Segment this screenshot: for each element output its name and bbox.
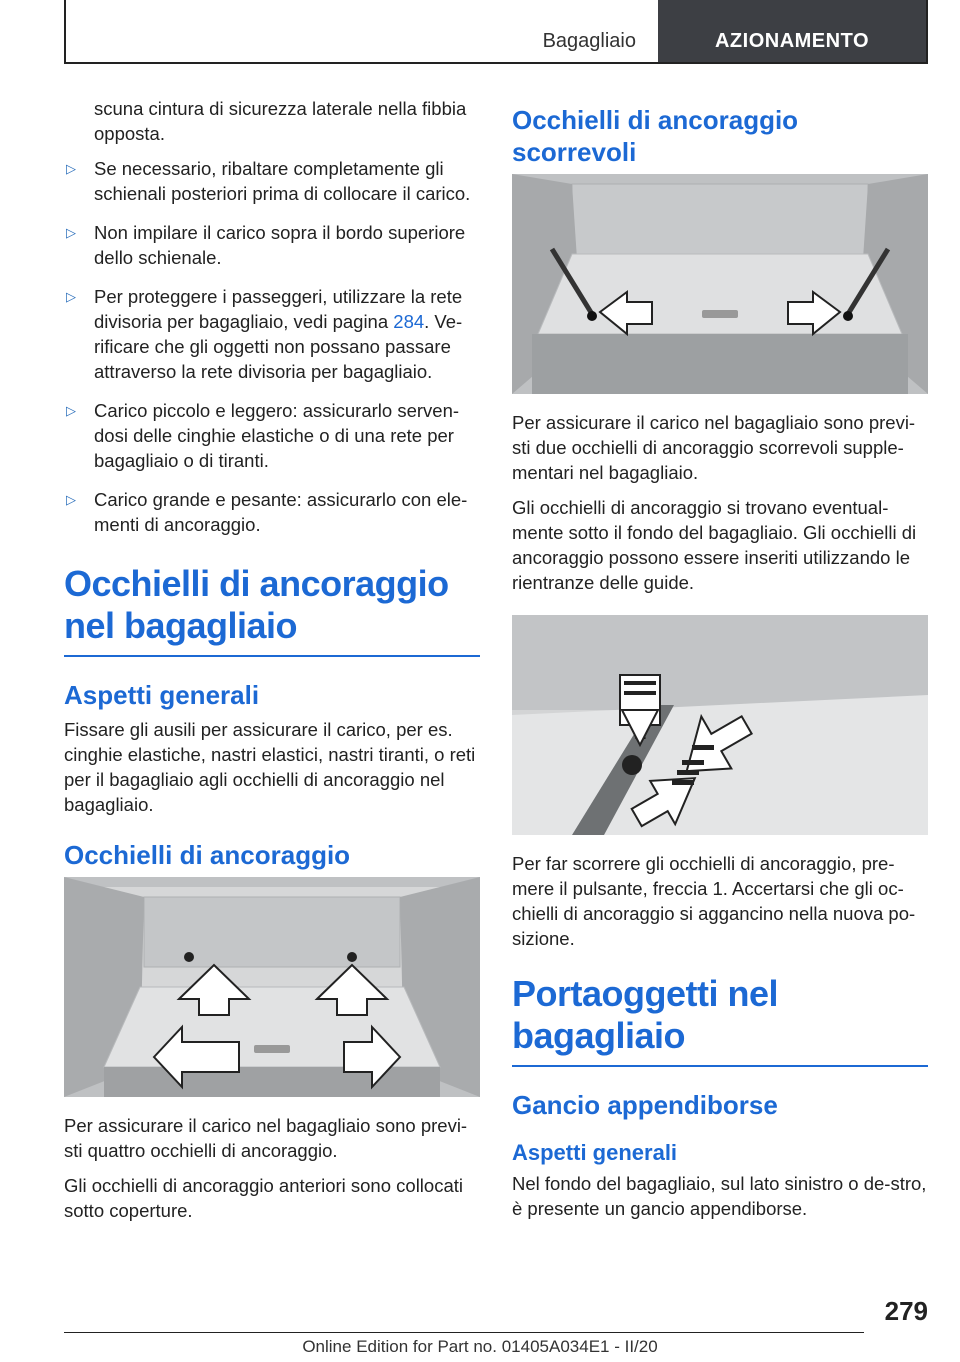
list-item: ▷ Carico piccolo e leggero: assicurarlo serven-dosi delle cinghie elastiche o di una rete per bagagliaio o di tiranti. bbox=[66, 400, 460, 471]
subheading-hook: Gancio appendiborse bbox=[512, 1090, 778, 1120]
page-link[interactable]: 284 bbox=[393, 311, 425, 332]
section-title: Bagagliaio bbox=[542, 30, 636, 52]
subheading-general: Aspetti generali bbox=[64, 680, 260, 710]
sliding-anchor-figure bbox=[512, 174, 928, 394]
anchor-text-2: Gli occhielli di ancoraggio anteriori sono collocati sotto coperture. bbox=[64, 1175, 463, 1221]
bullet-list bbox=[64, 156, 480, 537]
sliding-text-3: Per far scorrere gli occhielli di ancoraggio, pre-mere il pulsante, freccia 1. Accertarsi che gli oc-chielli di ancoraggio si aggancino nella nuova po-sizione. bbox=[512, 853, 916, 949]
subheading-sliding: Occhielli di ancoraggio scorrevoli bbox=[512, 105, 799, 167]
chapter-tab: AZIONAMENTO bbox=[658, 0, 926, 62]
general-text: Fissare gli ausili per assicurare il carico, per es. cinghie elastiche, nastri elastici, nastri tiranti, o reti per il bagagliaio agli occhielli di ancoraggio nel bagagliaio. bbox=[64, 719, 476, 815]
page-number: 279 bbox=[884, 1296, 928, 1326]
triangle-bullet-icon: ▷ bbox=[66, 403, 76, 418]
footer-edition: Online Edition for Part no. 01405A034E1 - II/20 bbox=[302, 1337, 658, 1356]
sliding-text-2: Gli occhielli di ancoraggio si trovano eventual-mente sotto il fondo del bagagliaio. Gli occhielli di ancoraggio possono essere inseriti utilizzando le rientranze delle guide. bbox=[512, 497, 917, 593]
footer-divider bbox=[64, 1332, 864, 1333]
right-column bbox=[512, 96, 928, 1231]
triangle-bullet-icon: ▷ bbox=[66, 492, 76, 507]
section-heading: Occhielli di ancoraggio nel bagagliaio bbox=[64, 563, 480, 657]
subheading-hook-general: Aspetti generali bbox=[512, 1140, 678, 1165]
trunk-anchor-figure bbox=[64, 877, 480, 1097]
list-item: ▷ Se necessario, ribaltare completamente gli schienali posteriori prima di collocare il carico. bbox=[66, 158, 471, 204]
section-heading-storage: Portaoggetti nel bagagliaio bbox=[512, 973, 928, 1067]
subheading-anchor: Occhielli di ancoraggio bbox=[64, 840, 351, 870]
triangle-bullet-icon: ▷ bbox=[66, 289, 76, 304]
sliding-rail-figure bbox=[512, 615, 928, 835]
triangle-bullet-icon: ▷ bbox=[66, 225, 76, 240]
left-column bbox=[64, 96, 480, 1233]
intro-text: scuna cintura di sicurezza laterale nella fibbia opposta. bbox=[94, 98, 467, 144]
page-header bbox=[64, 0, 928, 64]
triangle-bullet-icon: ▷ bbox=[66, 161, 76, 176]
sliding-text-1: Per assicurare il carico nel bagagliaio sono previ-sti due occhielli di ancoraggio scorrevoli supple-mentari nel bagagliaio. bbox=[512, 412, 916, 483]
list-item: ▷ Carico grande e pesante: assicurarlo con ele-menti di ancoraggio. bbox=[66, 489, 468, 535]
list-item: ▷ Per proteggere i passeggeri, utilizzare la rete divisoria per bagagliaio, vedi pagina 284. Ve-rificare che gli oggetti non possano passare attraverso la rete divisoria per bagagliaio. bbox=[66, 286, 463, 382]
anchor-text-1: Per assicurare il carico nel bagagliaio sono previ-sti quattro occhielli di ancoraggio. bbox=[64, 1115, 468, 1161]
hook-text: Nel fondo del bagagliaio, sul lato sinistro o de-stro, è presente un gancio appendiborse. bbox=[512, 1173, 927, 1219]
list-item: ▷ Non impilare il carico sopra il bordo superiore dello schienale. bbox=[66, 222, 466, 268]
